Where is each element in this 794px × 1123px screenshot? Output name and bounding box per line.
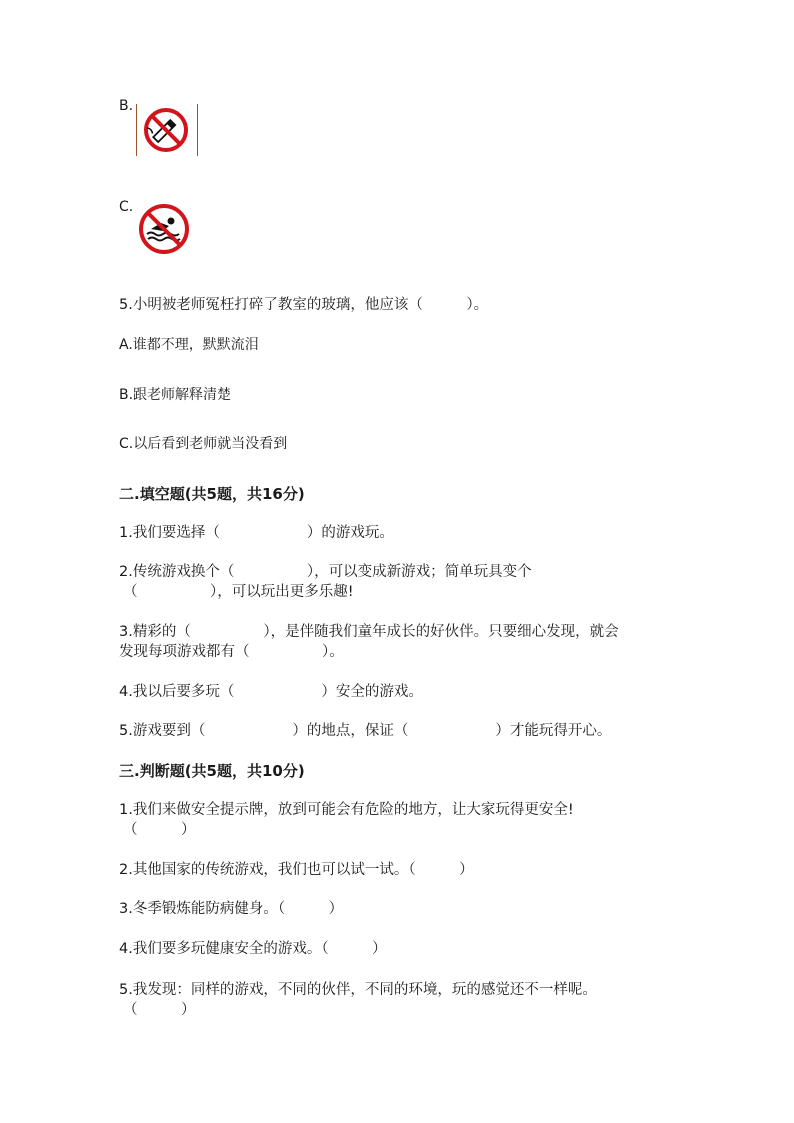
judge-q1-line2: （ ） <box>123 822 196 838</box>
fill-q2-line2: （ ），可以玩出更多乐趣! <box>123 584 354 600</box>
q5-option-a: A.谁都不理，默默流泪 <box>119 337 259 353</box>
q5-option-c: C.以后看到老师就当没看到 <box>119 436 288 452</box>
fill-q4: 4.我以后要多玩（ ）安全的游戏。 <box>119 684 423 700</box>
judge-q3: 3.冬季锻炼能防病健身。（ ） <box>119 901 344 917</box>
judge-q5-line1: 5.我发现：同样的游戏，不同的伙伴，不同的环境，玩的感觉还不一样呢。 <box>119 982 597 998</box>
fill-q1: 1.我们要选择（ ）的游戏玩。 <box>119 525 394 541</box>
option-c-label: C. <box>119 199 134 215</box>
section2-heading: 二.填空题(共5题，共16分) <box>119 485 305 503</box>
q5-stem: 5.小明被老师冤枉打碎了教室的玻璃，他应该（ ）。 <box>119 297 489 313</box>
no-smoking-sign-icon <box>140 106 192 154</box>
judge-q4: 4.我们要多玩健康安全的游戏。（ ） <box>119 941 387 957</box>
judge-q1-line1: 1.我们来做安全提示牌，放到可能会有危险的地方，让大家玩得更安全! <box>119 802 574 818</box>
option-b-label: B. <box>119 98 134 114</box>
fill-q5: 5.游戏要到（ ）的地点，保证（ ）才能玩得开心。 <box>119 723 612 739</box>
q5-option-b: B.跟老师解释清楚 <box>119 387 232 403</box>
fill-q3-line2: 发现每项游戏都有（ ）。 <box>119 644 344 660</box>
fill-q2-line1: 2.传统游戏换个（ ），可以变成新游戏；简单玩具变个 <box>119 564 532 580</box>
judge-q2: 2.其他国家的传统游戏，我们也可以试一试。（ ） <box>119 862 474 878</box>
no-swimming-sign-icon <box>137 202 191 256</box>
section3-heading: 三.判断题(共5题，共10分) <box>119 762 305 780</box>
fill-q3-line1: 3.精彩的（ ），是伴随我们童年成长的好伙伴。只要细心发现，就会 <box>119 624 619 640</box>
judge-q5-line2: （ ） <box>123 1002 196 1018</box>
